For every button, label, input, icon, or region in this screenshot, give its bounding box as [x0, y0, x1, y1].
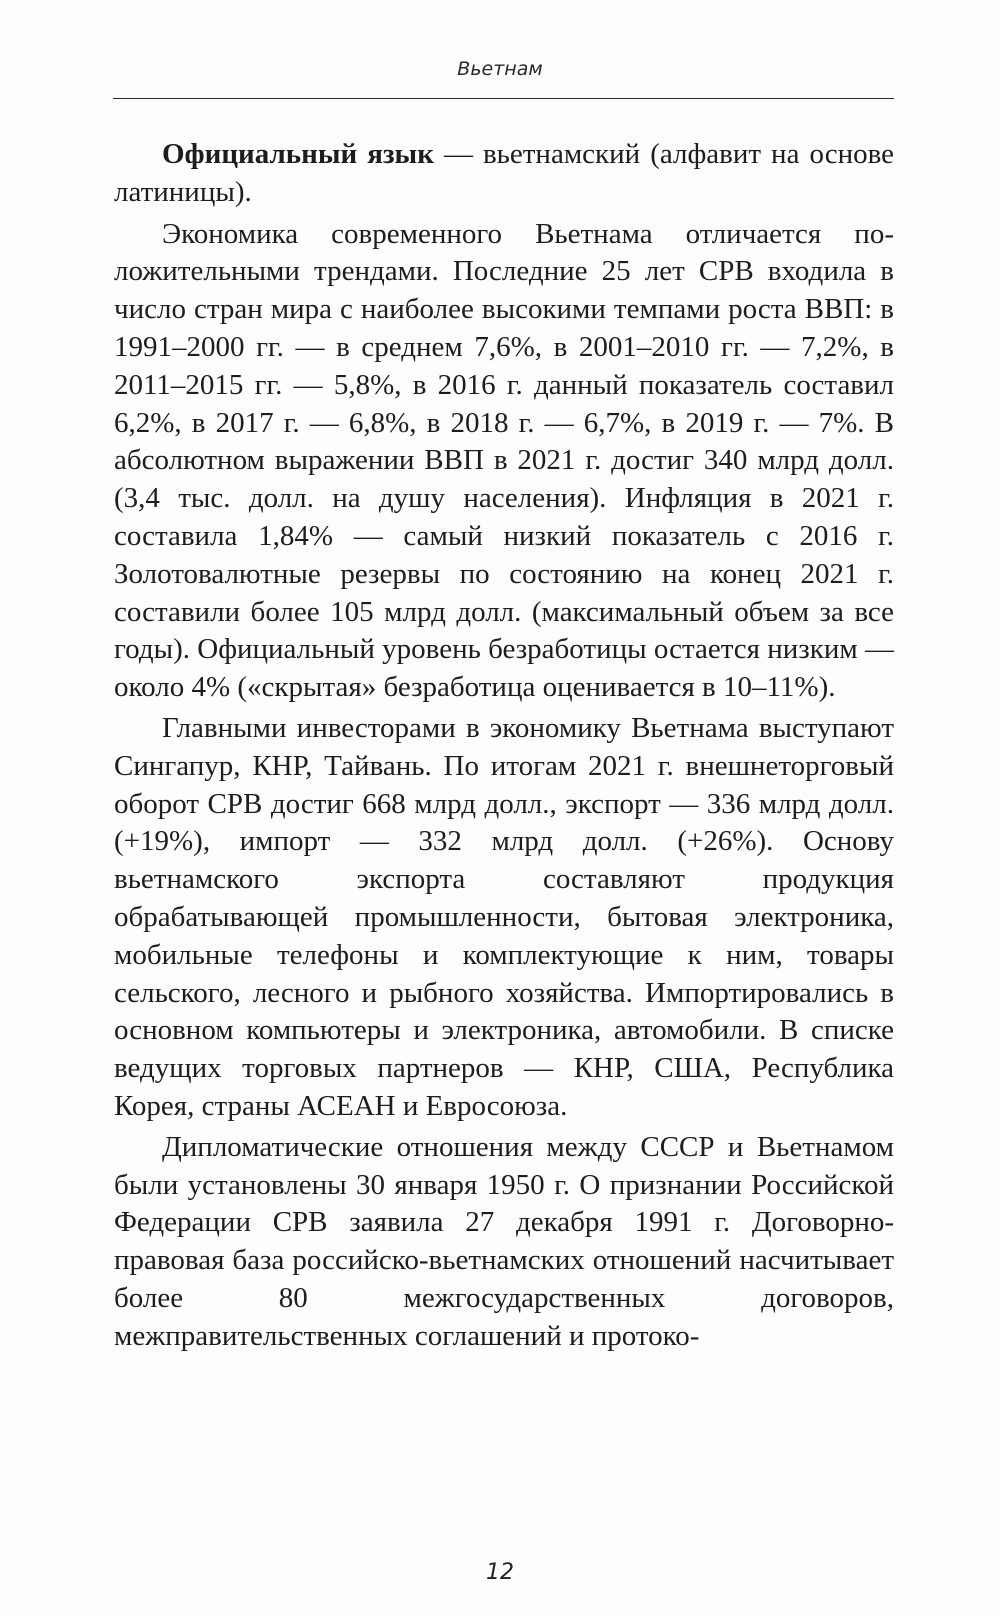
- page-body: [114, 136, 894, 1359]
- header-rule: [113, 98, 894, 99]
- running-header: Вьетнам: [457, 58, 543, 80]
- paragraph-economy: Экономика современного Вьетнама отличается положительными трендами. Последние 25 лет СРВ входила в число стран мира с наиболее высокими темпами роста ВВП: в 1991–2000 гг. — в среднем 7,6%, в 2001–2010 гг. — 7,2%, в 2011–2015 гг. — 5,8%, в 2016 г. данный показатель составил 6,2%, в 2017 г. — 6,8%, в 2018 г. — 6,7%, в 2019 г. — 7%. В абсолютном выражении ВВП в 2021 г. достиг 340 млрд долл. (3,4 тыс. долл. на душу населения). Инфляция в 2021 г. составила 1,84% — самый низкий показатель с 2016 г. Золотовалютные резервы по состоянию на конец 2021 г. составили более 105 млрд долл. (максимальный объем за все годы). Официальный уровень безработицы остается низким — около 4% («скрытая» безработица оценивается в 10–11%).: [114, 217, 894, 704]
- paragraph-diplomacy: Дипломатические отношения между СССР и Вьетнамом были установлены 30 января 1950 г. О признании Российской Федерации СРВ заявила 27 декабря 1991 г. Договорно-правовая база российско-вьетнамских отношений насчитывает более 80 межгосударственных договоров, межправительственных соглашений и протоко-: [114, 1130, 894, 1352]
- page-number: 12: [486, 1560, 514, 1585]
- paragraph-bold-lead: Официальный язык: [162, 138, 434, 170]
- paragraph-trade: Главными инвесторами в экономику Вьетнама выступают Сингапур, КНР, Тайвань. По итогам 2021 г. внешнеторговый оборот СРВ достиг 668 млрд долл., экспорт — 336 млрд долл. (+19%), импорт — 332 млрд долл. (+26%). Основу вьетнамского экспорта составляют продукция обрабатывающей промышленности, бытовая электроника, мобильные телефоны и комплектующие к ним, товары сельского, лесного и рыбного хозяйства. Импортировались в основном компьютеры и электроника, автомобили. В списке ведущих торговых партнеров — КНР, США, Республика Корея, страны АСЕАН и Евросоюза.: [114, 711, 894, 1122]
- paragraph-text: — вьетнамский (алфавит на основе латиницы).: [114, 138, 894, 208]
- paragraph-official-language: [114, 136, 894, 212]
